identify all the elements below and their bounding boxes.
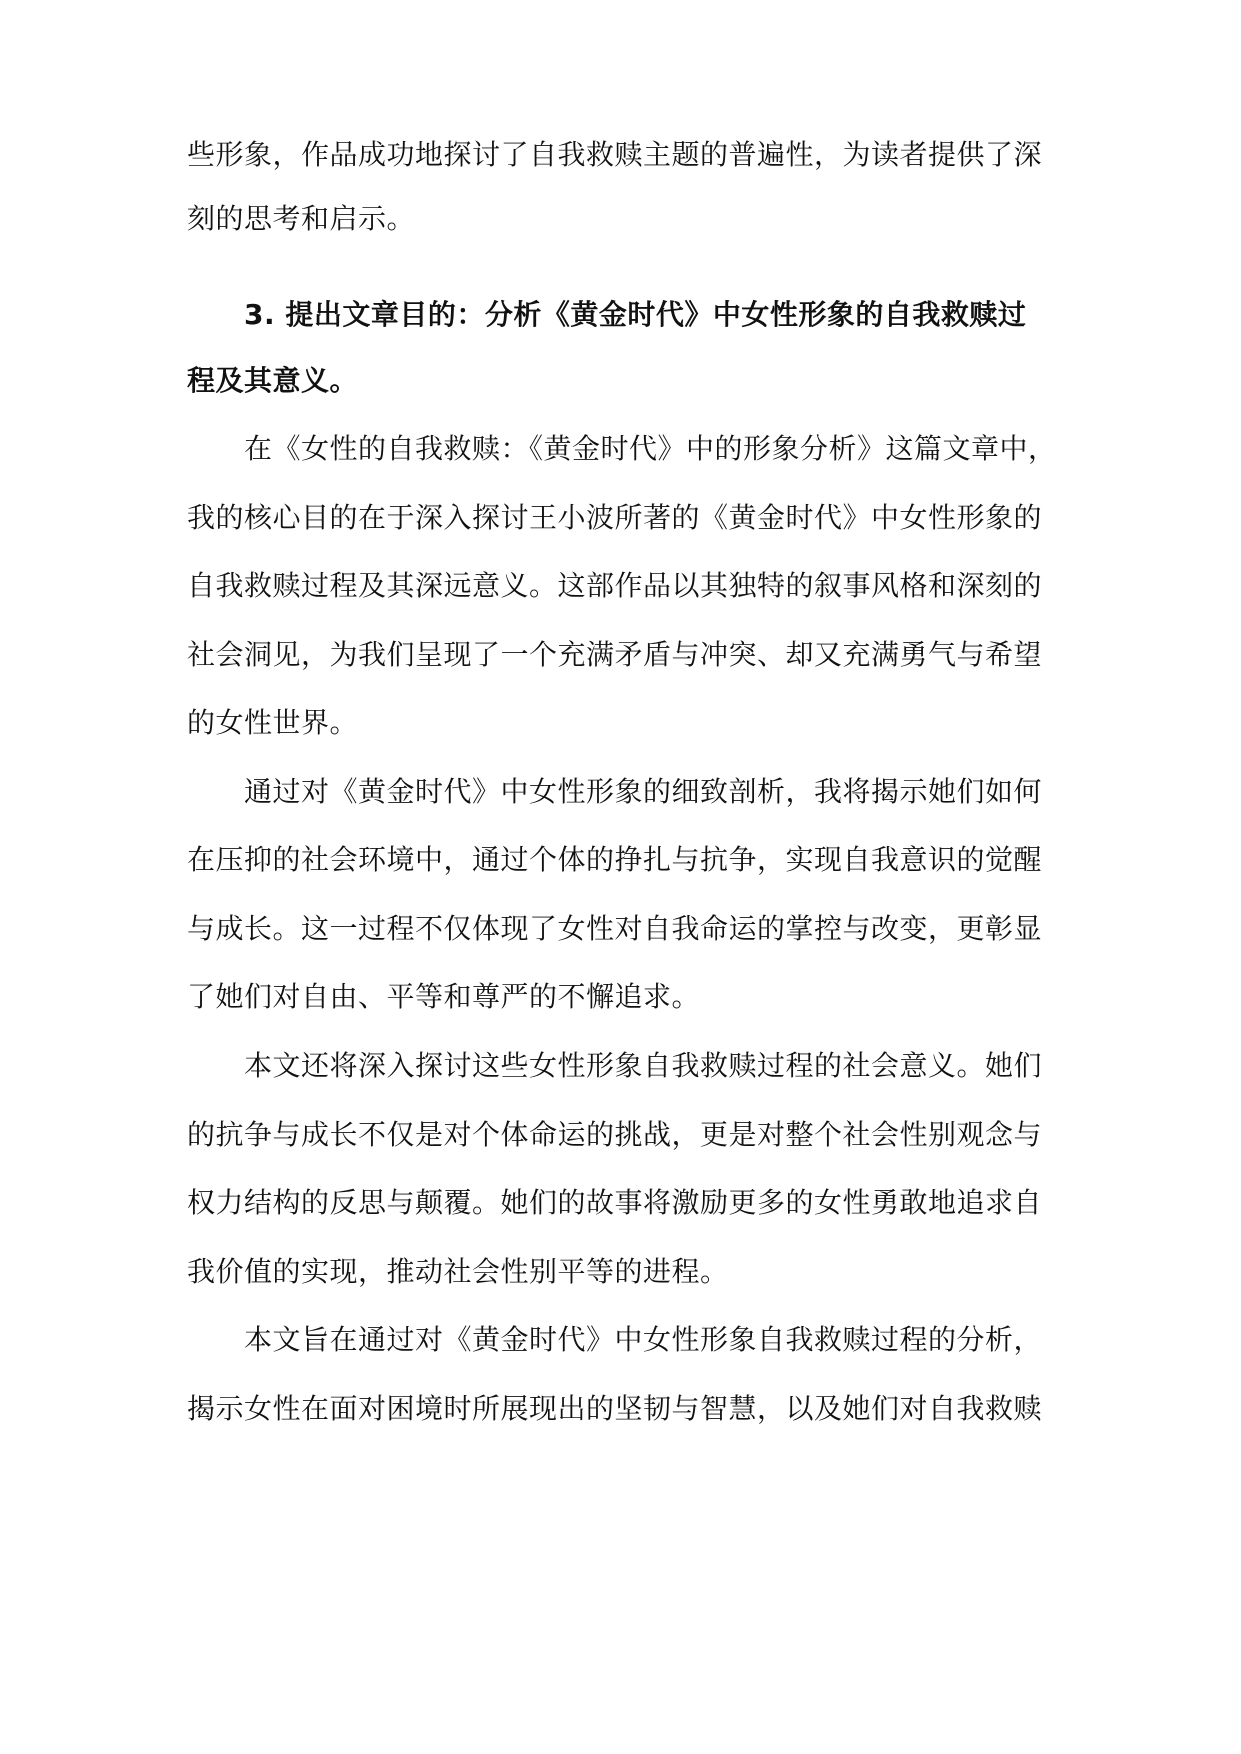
paragraph-3-line-1: 本文还将深入探讨这些女性形象自我救赎过程的社会意义。她们 (244, 1049, 1043, 1082)
intro-line-2: 刻的思考和启示。 (187, 202, 416, 235)
section-heading-line-1: 3. 提出文章目的：分析《黄金时代》中女性形象的自我救赎过 (244, 298, 1027, 331)
paragraph-1-line-1: 在《女性的自我救赎：《黄金时代》中的形象分析》这篇文章中， (244, 432, 1057, 465)
paragraph-1-line-4: 社会洞见，为我们呈现了一个充满矛盾与冲突、却又充满勇气与希望 (187, 638, 1043, 671)
section-heading-line-2: 程及其意义。 (187, 364, 359, 397)
paragraph-2-line-3: 与成长。这一过程不仅体现了女性对自我命运的掌控与改变，更彰显 (187, 912, 1043, 945)
paragraph-4-line-2: 揭示女性在面对困境时所展现出的坚韧与智慧，以及她们对自我救赎 (187, 1392, 1043, 1425)
paragraph-2-line-1: 通过对《黄金时代》中女性形象的细致剖析，我将揭示她们如何 (244, 775, 1043, 808)
paragraph-1-line-2: 我的核心目的在于深入探讨王小波所著的《黄金时代》中女性形象的 (187, 501, 1043, 534)
paragraph-2-line-4: 了她们对自由、平等和尊严的不懈追求。 (187, 980, 701, 1013)
intro-line-1: 些形象，作品成功地探讨了自我救赎主题的普遍性，为读者提供了深 (187, 138, 1043, 171)
paragraph-2-line-2: 在压抑的社会环境中，通过个体的挣扎与抗争，实现自我意识的觉醒 (187, 843, 1043, 876)
paragraph-1-line-5: 的女性世界。 (187, 706, 359, 739)
paragraph-3-line-4: 我价值的实现，推动社会性别平等的进程。 (187, 1255, 729, 1288)
paragraph-1-line-3: 自我救赎过程及其深远意义。这部作品以其独特的叙事风格和深刻的 (187, 569, 1043, 602)
paragraph-3-line-3: 权力结构的反思与颠覆。她们的故事将激励更多的女性勇敢地追求自 (187, 1186, 1043, 1219)
paragraph-4-line-1: 本文旨在通过对《黄金时代》中女性形象自我救赎过程的分析， (244, 1323, 1043, 1356)
paragraph-3-line-2: 的抗争与成长不仅是对个体命运的挑战，更是对整个社会性别观念与 (187, 1118, 1043, 1151)
